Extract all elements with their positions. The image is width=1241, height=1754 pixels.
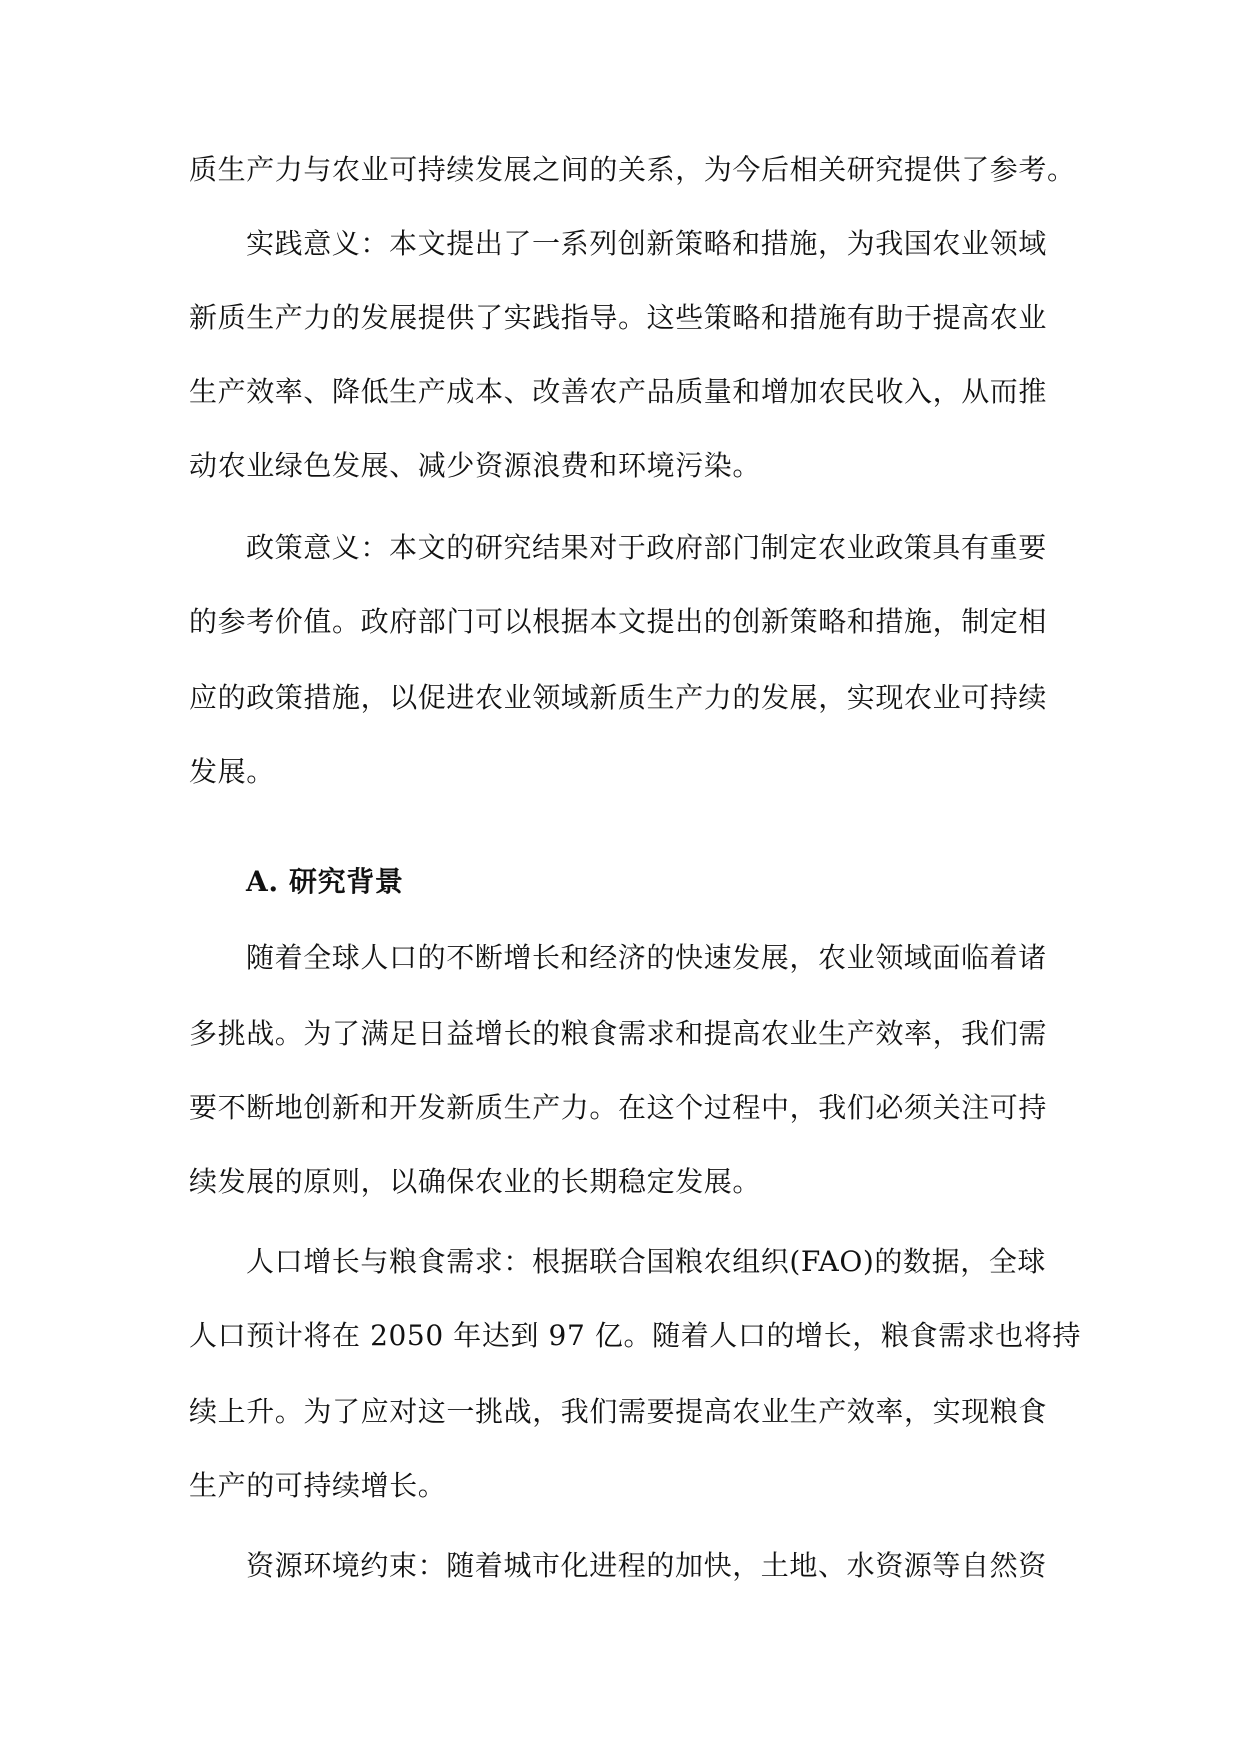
text-line: 资源环境约束：随着城市化进程的加快，土地、水资源等自然资 [246, 1549, 1047, 1582]
text-line: 生产效率、降低生产成本、改善农产品质量和增加农民收入，从而推 [189, 375, 1048, 408]
text-line: 新质生产力的发展提供了实践指导。这些策略和措施有助于提高农业 [189, 301, 1048, 334]
text-line: 多挑战。为了满足日益增长的粮食需求和提高农业生产效率，我们需 [189, 1017, 1048, 1050]
text-line: 要不断地创新和开发新质生产力。在这个过程中，我们必须关注可持 [189, 1091, 1048, 1124]
text-line: 的参考价值。政府部门可以根据本文提出的创新策略和措施，制定相 [189, 605, 1048, 638]
text-line: 发展。 [189, 755, 275, 788]
text-line: 质生产力与农业可持续发展之间的关系，为今后相关研究提供了参考。 [189, 153, 1076, 186]
text-line: 续发展的原则，以确保农业的长期稳定发展。 [189, 1165, 762, 1198]
text-line: 应的政策措施，以促进农业领域新质生产力的发展，实现农业可持续 [189, 681, 1048, 714]
section-heading: A. 研究背景 [246, 865, 404, 898]
text-line: 随着全球人口的不断增长和经济的快速发展，农业领域面临着诸 [246, 941, 1047, 974]
text-line: 实践意义：本文提出了一系列创新策略和措施，为我国农业领域 [246, 227, 1047, 260]
text-line: 政策意义：本文的研究结果对于政府部门制定农业政策具有重要 [246, 531, 1047, 564]
text-line: 人口增长与粮食需求：根据联合国粮农组织(FAO)的数据，全球 [246, 1245, 1047, 1278]
text-line: 动农业绿色发展、减少资源浪费和环境污染。 [189, 449, 762, 482]
text-line: 人口预计将在 2050 年达到 97 亿。随着人口的增长，粮食需求也将持 [189, 1319, 1082, 1352]
text-line: 生产的可持续增长。 [189, 1469, 447, 1502]
text-line: 续上升。为了应对这一挑战，我们需要提高农业生产效率，实现粮食 [189, 1395, 1048, 1428]
